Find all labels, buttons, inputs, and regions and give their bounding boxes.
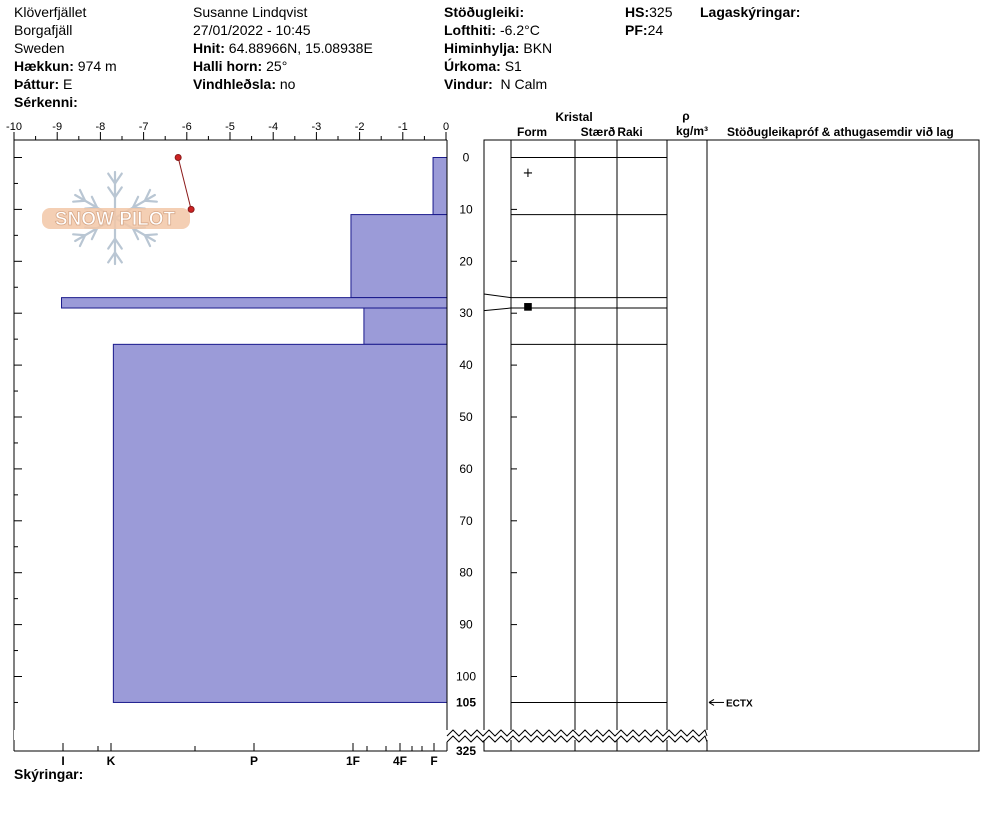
temp-point — [175, 155, 181, 161]
size-header: Stærð — [580, 125, 616, 139]
depth-tick-label: 70 — [459, 513, 473, 528]
aspect-label: Þáttur: — [14, 76, 60, 92]
depth-tick-label: 105 — [455, 695, 477, 710]
wind-value: N Calm — [500, 76, 548, 92]
aspect-value: E — [63, 76, 73, 92]
depth-break — [14, 730, 708, 751]
specifics-label: Sérkenni: — [14, 94, 78, 110]
hardness-bars — [62, 158, 447, 703]
grain-form-symbol: ■ — [523, 301, 533, 313]
coords-label: Hnit: — [193, 40, 225, 56]
temp-tick-label: -4 — [268, 121, 279, 133]
table-frame — [484, 140, 979, 751]
hardness-tick-label: I — [61, 754, 65, 768]
wind-loading-value: no — [279, 76, 296, 92]
density-symbol: ρ — [682, 109, 690, 123]
depth-tick-label: 60 — [459, 461, 473, 476]
depth-tick-label: 100 — [455, 669, 477, 684]
footer-notes — [14, 766, 83, 782]
depth-tick-label: 30 — [459, 306, 473, 321]
temp-tick-label: -1 — [397, 121, 408, 133]
site-area: Borgafjäll — [14, 22, 73, 38]
snowflake-branch — [145, 234, 157, 235]
hardness-tick-label: K — [106, 754, 116, 768]
crystal-header: Kristal — [555, 110, 593, 124]
temp-tick-label: -3 — [311, 121, 322, 133]
hardness-tick-label: 4F — [392, 754, 408, 768]
temp-tick-label: -9 — [52, 121, 63, 133]
hs-value: 325 — [649, 4, 673, 20]
temp-tick-label: -6 — [181, 121, 192, 133]
temperature-profile — [175, 155, 194, 213]
pf-value: 24 — [647, 22, 664, 38]
density-unit: kg/m³ — [675, 124, 709, 138]
elevation-label: Hækkun: — [14, 58, 74, 74]
depth-tick-label: 325 — [455, 744, 477, 758]
layer-connector — [484, 294, 511, 311]
tests-header: Stöðugleikapróf & athugasemdir við lag — [727, 125, 954, 139]
sky-value: BKN — [523, 40, 553, 56]
observer-name: Susanne Lindqvist — [193, 4, 308, 20]
hardness-bar — [364, 308, 447, 344]
snowflake-branch — [73, 201, 85, 202]
depth-tick-label: 20 — [459, 254, 473, 269]
temp-tick-label: -7 — [138, 121, 149, 133]
layer-notes-label: Lagaskýringar: — [700, 4, 801, 20]
temp-line — [178, 158, 191, 210]
stability-label: Stöðugleiki: — [444, 4, 525, 20]
wind-label: Vindur: — [444, 76, 493, 92]
hardness-bar — [351, 215, 447, 298]
depth-tick-label: 0 — [462, 150, 470, 165]
notes-label: Skýringar: — [14, 766, 84, 782]
depth-tick-label: 10 — [459, 202, 473, 217]
temp-point — [188, 206, 194, 212]
hardness-bar — [433, 158, 447, 215]
hardness-bar — [62, 298, 447, 308]
test-label: ECTX — [726, 698, 753, 710]
wind-loading-label: Vindhleðsla: — [193, 76, 276, 92]
air-temp-value: -6.2°C — [499, 22, 540, 38]
slope-value: 25° — [266, 58, 288, 74]
grain-form-symbol: + — [522, 166, 534, 182]
precip-value: S1 — [504, 58, 522, 74]
depth-tick-label: 90 — [459, 617, 473, 632]
temp-tick-label: 0 — [442, 121, 450, 133]
elevation-value: 974 m — [77, 58, 117, 74]
depth-tick-label: 50 — [459, 410, 473, 424]
snowflake-branch — [145, 201, 157, 202]
hardness-tick-label: F — [430, 754, 438, 768]
site-country: Sweden — [14, 40, 65, 56]
temp-tick-label: -8 — [95, 121, 106, 133]
moisture-header: Raki — [617, 125, 643, 139]
sky-label: Himinhylja: — [444, 40, 520, 56]
hardness-bar — [113, 344, 447, 702]
hardness-tick-label: 1F — [345, 754, 361, 768]
hardness-tick-label: P — [249, 754, 259, 768]
observation-datetime: 27/01/2022 - 10:45 — [193, 22, 311, 38]
depth-tick-label: 40 — [459, 358, 473, 373]
temperature-axis — [6, 121, 449, 140]
slope-label: Halli horn: — [193, 58, 263, 74]
air-temp-label: Lofthiti: — [444, 22, 497, 38]
precip-label: Úrkoma: — [444, 58, 501, 74]
snowflake-branch — [73, 234, 85, 235]
hs-label: HS: — [625, 4, 650, 20]
temp-tick-label: -5 — [225, 121, 235, 133]
temp-tick-label: -2 — [354, 121, 365, 133]
form-header: Form — [517, 125, 547, 139]
temp-tick-label: -10 — [6, 121, 22, 133]
snowpilot-logo — [42, 172, 190, 264]
depth-tick-label: 80 — [459, 565, 473, 580]
hardness-axis — [61, 743, 437, 768]
site-name: Klöverfjället — [14, 4, 87, 20]
logo-text: SNOW PILOT — [54, 209, 176, 230]
coords-value: 64.88966N, 15.08938E — [228, 40, 373, 56]
pf-label: PF: — [625, 22, 648, 38]
